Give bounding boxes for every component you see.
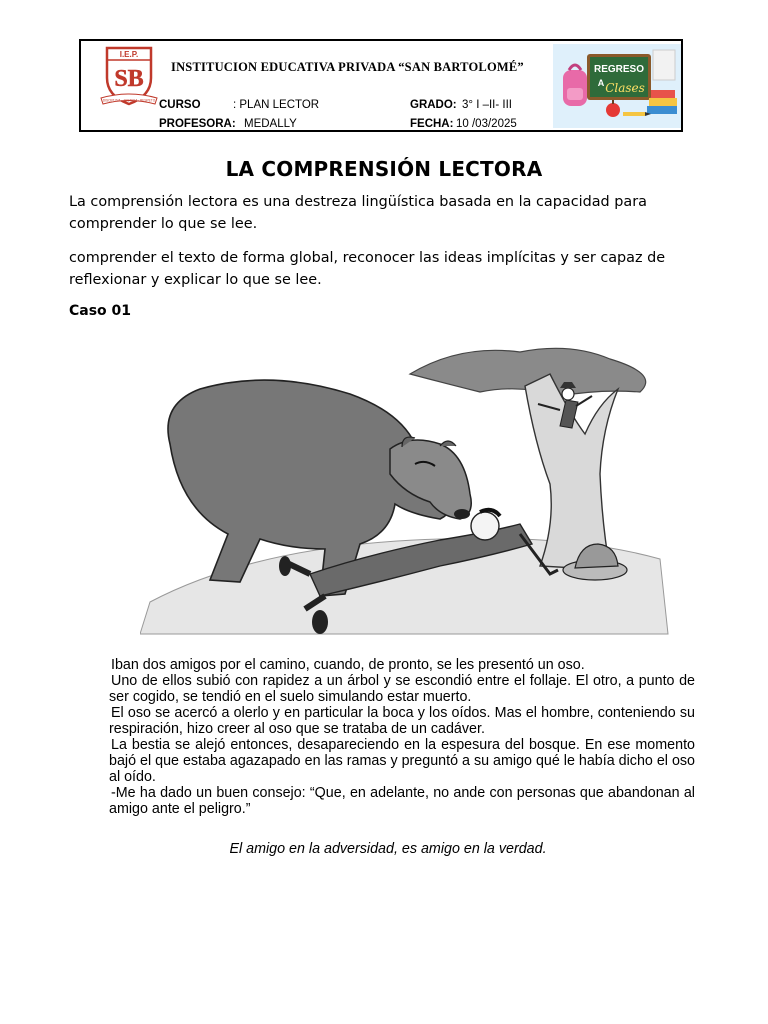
story-text <box>109 657 695 817</box>
story-paragraph: La bestia se alejó entonces, desapareciendo en la espesura del bosque. En ese momento bajó el que estaba agazapado en las ramas y preguntó a su amigo qué le había dicho el oso al oído. <box>109 737 695 785</box>
story-moral: El amigo en la adversidad, es amigo en la verdad. <box>229 841 547 857</box>
case-label: Caso 01 <box>69 303 132 319</box>
grado-label: GRADO: <box>410 99 457 111</box>
intro-paragraph-1: La comprensión lectora es una destreza lingüística basada en la capacidad para comprender lo que se lee. <box>69 194 647 232</box>
story-paragraph: -Me ha dado un buen consejo: “Que, en adelante, no ande con personas que abandonan al amigo ante el peligro.” <box>109 785 695 817</box>
fecha-label: FECHA: <box>410 118 454 130</box>
profesora-value: MEDALLY <box>244 118 297 130</box>
grado-value: 3° I –II- III <box>462 99 512 111</box>
story-paragraph: El oso se acercó a olerlo y en particular la boca y los oídos. Mas el hombre, conteniendo su respiración, hizo creer al oso que se trataba de un cadáver. <box>109 705 695 737</box>
profesora-label: PROFESORA: <box>159 118 236 130</box>
curso-value: : PLAN LECTOR <box>233 99 320 111</box>
intro-paragraph-2: comprender el texto de forma global, reconocer las ideas implícitas y ser capaz de reflexionar y explicar lo que se lee. <box>69 250 666 288</box>
pencil-icon <box>623 112 645 116</box>
back-to-school-banner <box>553 44 681 128</box>
fecha-value: 10 /03/2025 <box>456 118 517 130</box>
curso-label: CURSO <box>159 99 201 111</box>
page-title: LA COMPRENSIÓN LECTORA <box>225 157 543 181</box>
banner-line3: Clases <box>605 81 645 95</box>
logo-initials: SB <box>114 66 144 92</box>
story-paragraph: Uno de ellos subió con rapidez a un árbol y se escondió entre el follaje. El otro, a punto de ser cogido, se tendió en el suelo simulando estar muerto. <box>109 673 695 705</box>
school-logo <box>99 44 159 106</box>
apple-icon <box>606 103 620 117</box>
story-paragraph: Iban dos amigos por el camino, cuando, de pronto, se les presentó un oso. <box>111 657 585 673</box>
books-icon <box>649 98 677 106</box>
school-name: INSTITUCION EDUCATIVA PRIVADA “SAN BARTOLOMÉ” <box>171 60 524 74</box>
banner-line1: REGRESO <box>593 64 645 75</box>
logo-top-text: I.E.P. <box>119 50 139 59</box>
banner-line2: A <box>597 78 605 88</box>
logo-ribbon: DISCIPLINA · JUSTICIA · RESPETO <box>102 98 156 103</box>
story-illustration <box>140 334 670 654</box>
header-box <box>79 39 683 132</box>
notebook-icon <box>653 50 675 80</box>
